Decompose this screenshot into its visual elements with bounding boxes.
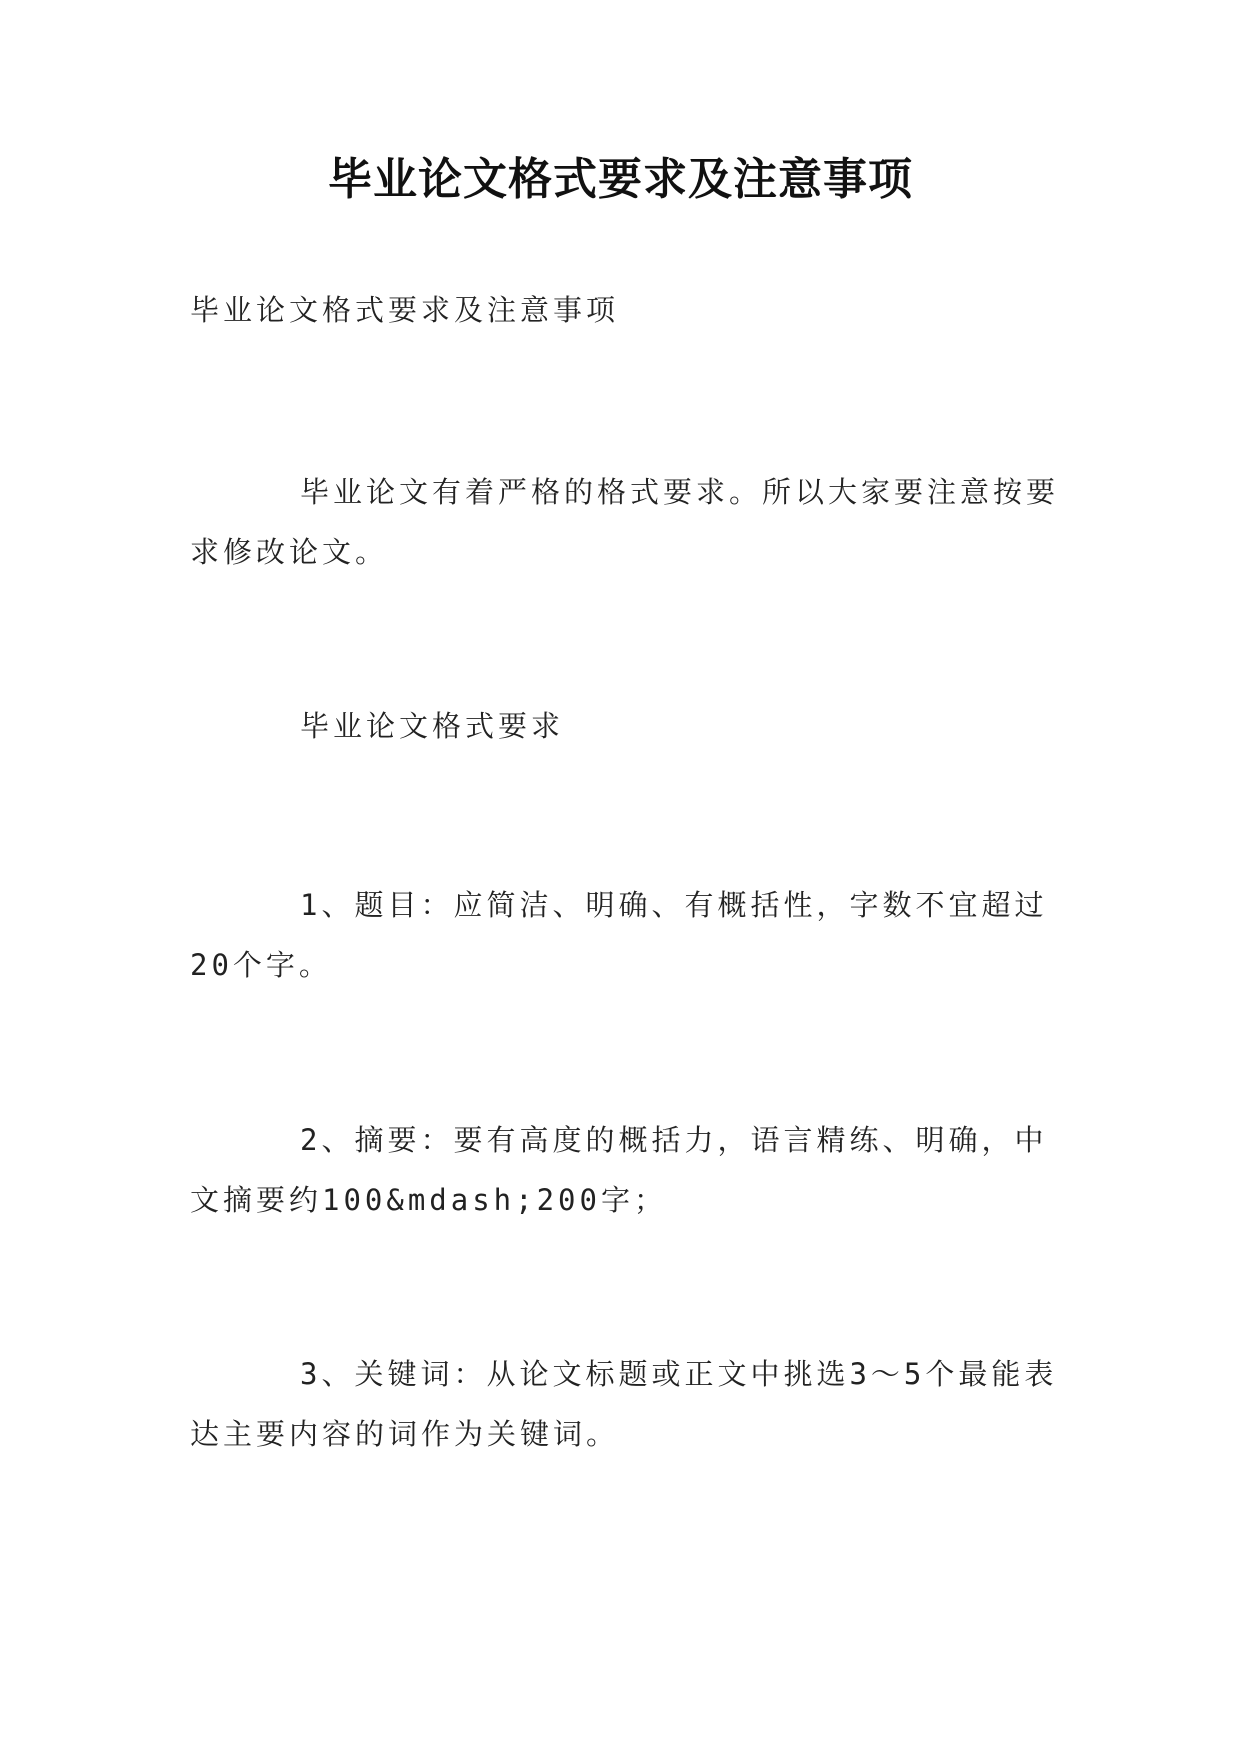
document-subtitle: 毕业论文格式要求及注意事项 bbox=[190, 293, 620, 327]
paragraph-item-1: 1、题目：应简洁、明确、有概括性，字数不宜超过20个字。 bbox=[190, 888, 1048, 982]
paragraph-item-3: 3、关键词：从论文标题或正文中挑选3～5个最能表达主要内容的词作为关键词。 bbox=[190, 1357, 1058, 1451]
paragraph-intro: 毕业论文有着严格的格式要求。所以大家要注意按要求修改论文。 bbox=[190, 475, 1060, 569]
section-heading: 毕业论文格式要求 bbox=[300, 709, 565, 743]
document-title: 毕业论文格式要求及注意事项 bbox=[328, 154, 913, 205]
paragraph-item-2: 2、摘要：要有高度的概括力，语言精练、明确，中文摘要约100&mdash;200字； bbox=[190, 1123, 1048, 1217]
